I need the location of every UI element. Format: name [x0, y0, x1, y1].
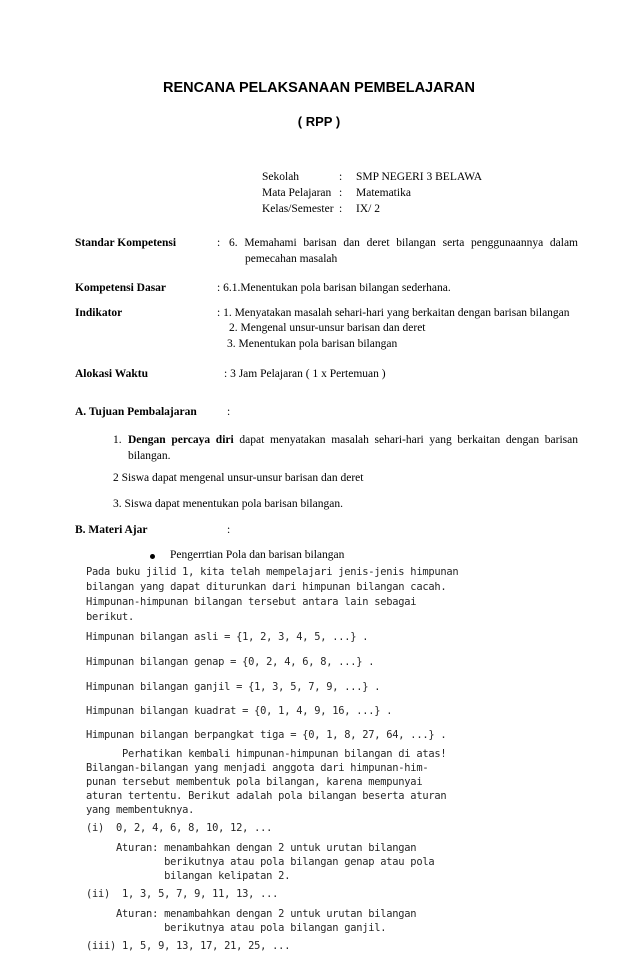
scanned-line: Himpunan bilangan ganjil = {1, 3, 5, 7, 9, ...} . [86, 681, 381, 693]
tujuan-item-1 [128, 433, 578, 448]
scanned-line: Himpunan bilangan genap = {0, 2, 4, 6, 8, ...} . [86, 656, 375, 668]
scanned-line: Aturan: menambahkan dengan 2 untuk urutan bilangan [86, 842, 417, 854]
tujuan-item-1-emphasis: Dengan percaya diri [128, 434, 234, 446]
materi-colon: : [227, 524, 231, 536]
tujuan-item-1-cont: bilangan. [128, 450, 171, 462]
scanned-line: berikutnya atau pola bilangan ganjil. [86, 922, 387, 934]
document-title: RENCANA PELAKSANAAN PEMBELAJARAN [162, 80, 476, 96]
tujuan-item-1-text: dapat menyatakan masalah sehari-hari yang berkaitan dengan barisan [233, 434, 578, 446]
school-info-value: IX/ 2 [356, 203, 380, 215]
scanned-line: bilangan kelipatan 2. [86, 870, 291, 882]
school-info-value: SMP NEGERI 3 BELAWA [356, 171, 483, 183]
scanned-line: Perhatikan kembali himpunan-himpunan bilangan di atas! [86, 748, 447, 760]
scanned-line: (i) 0, 2, 4, 6, 8, 10, 12, ... [86, 822, 273, 834]
scanned-line: (iii) 1, 5, 9, 13, 17, 21, 25, ... [86, 940, 291, 952]
standar-kompetensi-label: Standar Kompetensi [75, 237, 177, 249]
kompetensi-dasar-label: Kompetensi Dasar [75, 282, 167, 294]
scanned-line: Himpunan bilangan kuadrat = {0, 1, 4, 9, 16, ...} . [86, 705, 393, 717]
scanned-line: Pada buku jilid 1, kita telah mempelajari jenis-jenis himpunan [86, 566, 459, 578]
standar-kompetensi-text: 6. Memahami barisan dan deret bilangan serta penggunaannya dalam [229, 237, 578, 249]
school-info-label: Kelas/Semester [262, 203, 334, 215]
scanned-line: Himpunan bilangan berpangkat tiga = {0, 1, 8, 27, 64, ...} . [86, 729, 447, 741]
scanned-line: aturan tertentu. Berikut adalah pola bilangan beserta aturan [86, 790, 447, 802]
tujuan-item-3: 3. Siswa dapat menentukan pola barisan bilangan. [113, 498, 343, 510]
school-info-colon: : [339, 171, 343, 183]
school-info-value: Matematika [356, 187, 411, 199]
scanned-line: berikut. [86, 611, 135, 623]
school-info-colon: : [339, 203, 343, 215]
scanned-line: Aturan: menambahkan dengan 2 untuk urutan bilangan [86, 908, 417, 920]
scanned-line: bilangan yang dapat diturunkan dari himpunan bilangan cacah. [86, 581, 447, 593]
scanned-line: Bilangan-bilangan yang menjadi anggota dari himpunan-him- [86, 762, 429, 774]
scanned-line: berikutnya atau pola bilangan genap atau pola [86, 856, 435, 868]
scanned-line: (ii) 1, 3, 5, 7, 9, 11, 13, ... [86, 888, 279, 900]
school-info-colon: : [339, 187, 343, 199]
tujuan-heading: A. Tujuan Pembalajaran [75, 406, 197, 418]
alokasi-waktu-label: Alokasi Waktu [75, 368, 148, 380]
school-info-label: Sekolah [262, 171, 300, 183]
school-info-label: Mata Pelajaran [262, 187, 332, 199]
materi-bullet-item: Pengerrtian Pola dan barisan bilangan [170, 549, 345, 561]
standar-kompetensi-text-cont: pemecahan masalah [245, 253, 338, 265]
indikator-item: : 1. Menyatakan masalah sehari-hari yang berkaitan dengan barisan bilangan [217, 307, 570, 319]
indikator-label: Indikator [75, 307, 123, 319]
scanned-line: punan tersebut membentuk pola bilangan, karena mempunyai [86, 776, 423, 788]
scanned-line: Himpunan-himpunan bilangan tersebut antara lain sebagai [86, 596, 417, 608]
tujuan-item-number: 1. [113, 434, 122, 446]
standar-kompetensi-colon: : [217, 237, 221, 249]
scanned-line: Himpunan bilangan asli = {1, 2, 3, 4, 5, ...} . [86, 631, 369, 643]
materi-heading: B. Materi Ajar [75, 524, 148, 536]
bullet-icon [150, 554, 155, 559]
tujuan-item-2: 2 Siswa dapat mengenal unsur-unsur barisan dan deret [113, 472, 364, 484]
tujuan-colon: : [227, 406, 231, 418]
alokasi-waktu-value: : 3 Jam Pelajaran ( 1 x Pertemuan ) [224, 368, 386, 380]
indikator-item: 2. Mengenal unsur-unsur barisan dan deret [229, 322, 426, 334]
kompetensi-dasar-value: : 6.1.Menentukan pola barisan bilangan sederhana. [217, 282, 451, 294]
indikator-item: 3. Menentukan pola barisan bilangan [227, 338, 398, 350]
document-subtitle: ( RPP ) [297, 114, 341, 129]
scanned-line: yang membentuknya. [86, 804, 195, 816]
